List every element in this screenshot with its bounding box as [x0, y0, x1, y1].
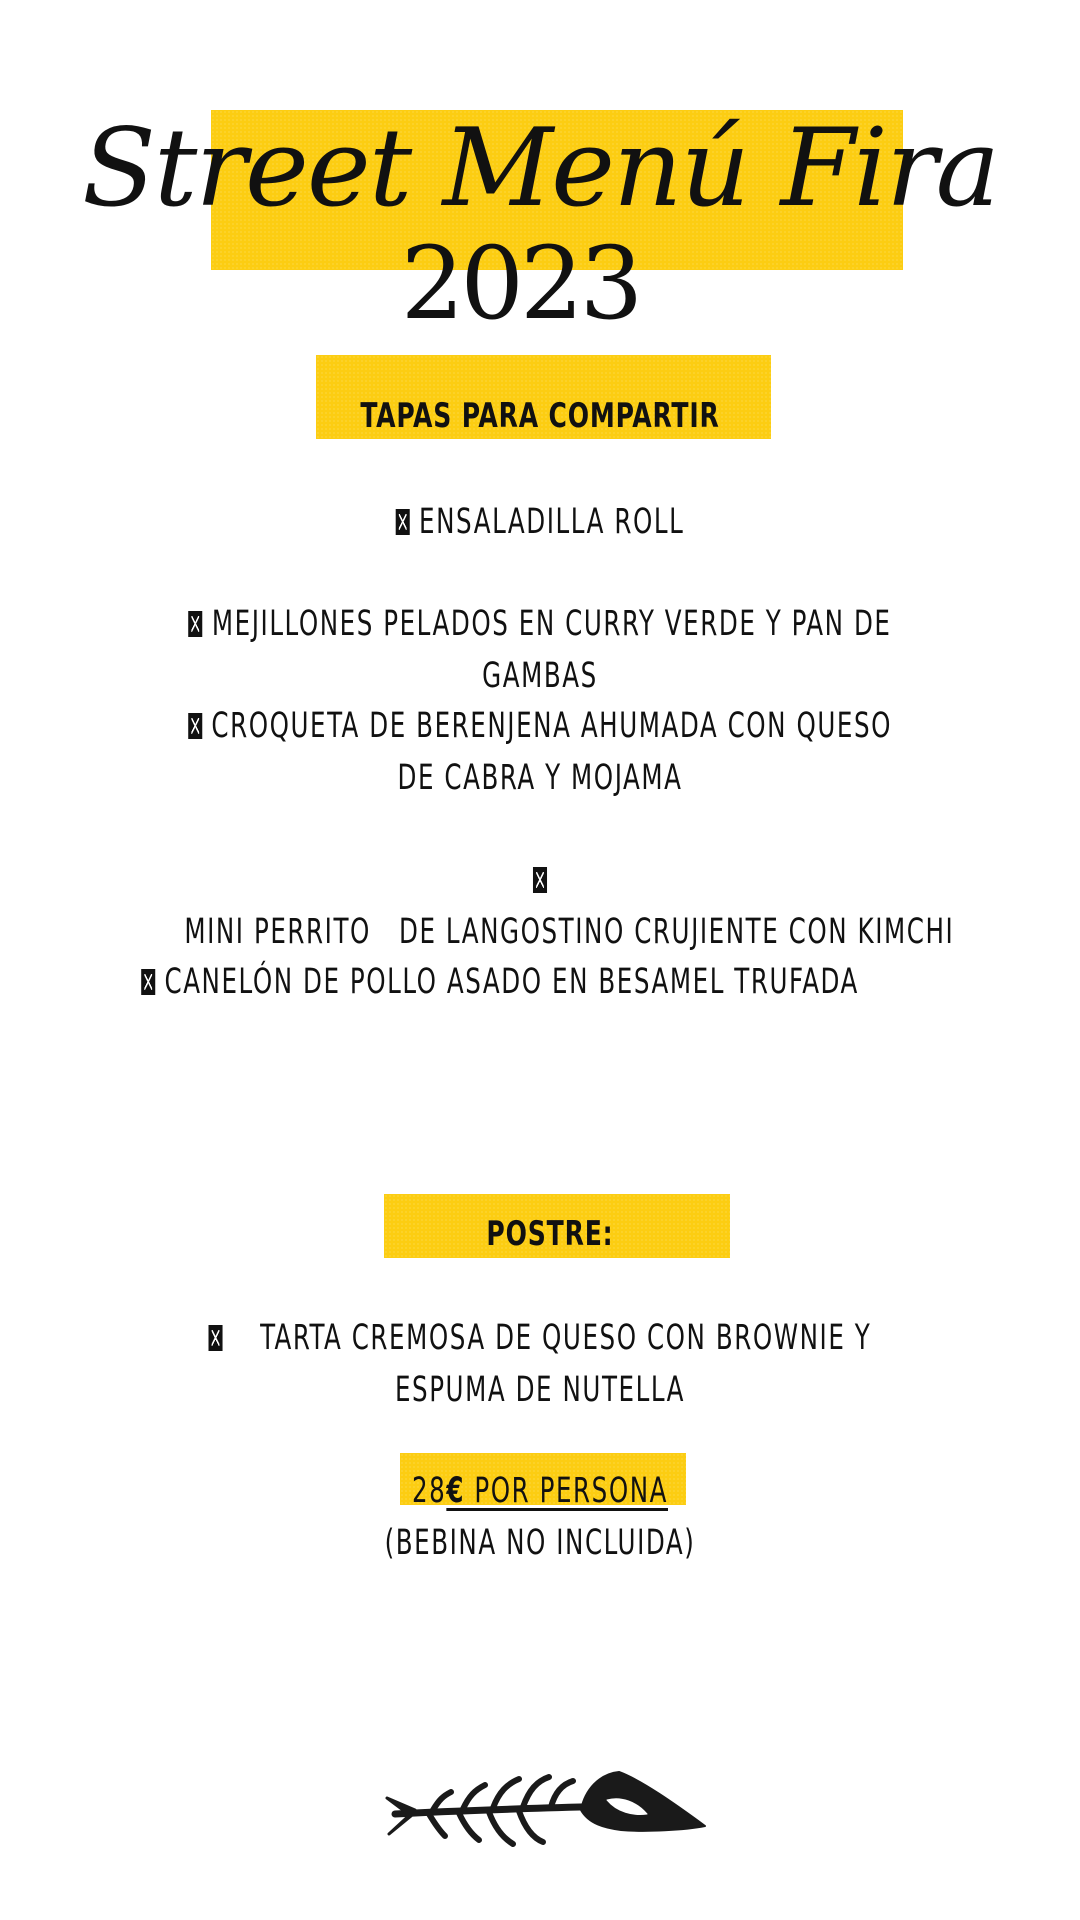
menu-item — [173, 1312, 906, 1416]
menu-item-text: MINI PERRITO DE LANGOSTINO CRUJIENTE CON KIMCHI — [165, 912, 955, 952]
price-per-person: POR PERSONA — [465, 1471, 669, 1511]
boxed-x-icon — [188, 713, 202, 739]
price-note: (BEBINA NO INCLUIDA) — [384, 1523, 696, 1563]
menu-item — [166, 496, 915, 548]
menu-item-text: ENSALADILLA ROLL — [419, 502, 685, 542]
menu-item — [166, 598, 915, 702]
menu-title-year: 2023 — [400, 225, 640, 342]
menu-item-text: TARTA CREMOSA DE QUESO CON BROWNIE Y ESPUMA DE NUTELLA — [232, 1318, 881, 1410]
boxed-x-icon — [209, 1325, 223, 1351]
postre-heading: POSTRE: — [486, 1214, 614, 1254]
tapas-heading: TAPAS PARA COMPARTIR — [360, 396, 720, 436]
price-amount: 28 — [411, 1471, 447, 1511]
menu-item-text: MEJILLONES PELADOS EN CURRY VERDE Y PAN DE GAMBAS — [211, 604, 892, 696]
boxed-x-icon — [141, 969, 155, 995]
boxed-x-icon — [188, 611, 202, 637]
menu-item — [126, 956, 875, 1008]
menu-item — [173, 700, 906, 804]
price-currency: € — [446, 1471, 466, 1511]
fish-skeleton-icon — [385, 1770, 707, 1854]
boxed-x-icon — [396, 509, 410, 535]
menu-title: Street Menú Fira — [81, 106, 998, 231]
menu-item-text: CROQUETA DE BERENJENA AHUMADA CON QUESO DE CABRA Y MOJAMA — [211, 706, 893, 798]
boxed-x-icon — [533, 867, 547, 893]
menu-item-text: CANELÓN DE POLLO ASADO EN BESAMEL TRUFADA — [164, 962, 859, 1002]
price-line — [119, 1465, 961, 1517]
menu-item — [165, 854, 955, 958]
